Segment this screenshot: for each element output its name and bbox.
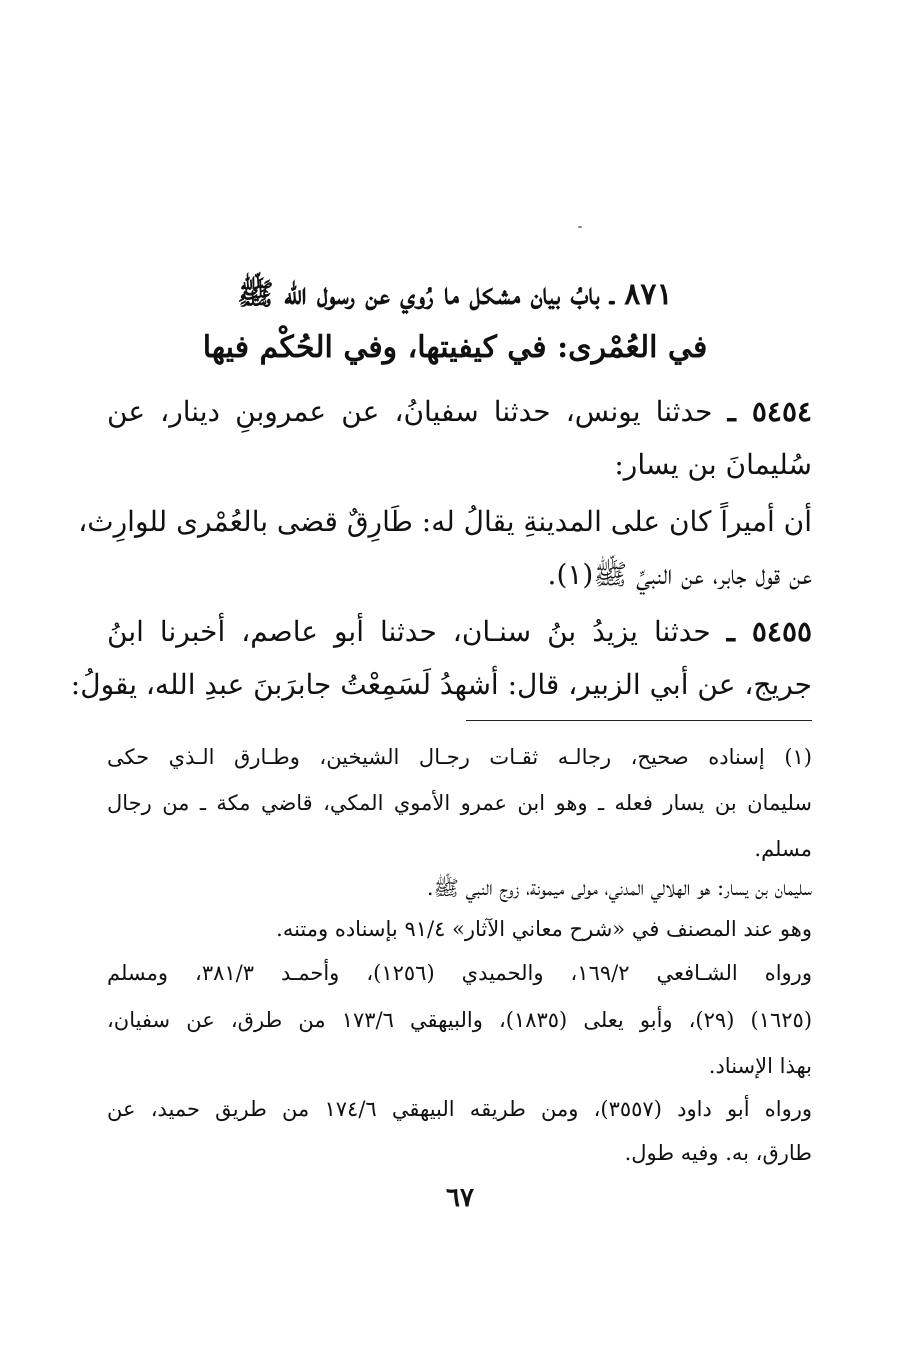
footnote-5-line-2: طارق، به. وفيه طول.: [624, 1141, 812, 1165]
chapter-heading-line-2: في العُمْرى: في كيفيتها، وفي الحُكْم فيها: [202, 330, 708, 365]
footnote-5-line-1: ورواه أبو داود (٣٥٥٧)، ومن طريقه البيهقي ١٧٤/٦ من طريق حميد، عن: [107, 1097, 812, 1121]
hadith-5454-body-line-1: أن أميراً كان على المدينةِ يقالُ له: طَارِقٌ قضى بالعُمْرى للوارِث،: [78, 505, 812, 538]
footnote-separator: [466, 720, 812, 721]
footnote-1-line-3: مسلم.: [754, 837, 812, 861]
hadith-5454-body-line-2: عن قول جابر، عن النبيِّ ﷺ(١).: [547, 558, 812, 591]
footnote-1-line-2: سليمان بن يسار فعله ـ وهو ابن عمرو الأموي المكي، قاضي مكة ـ من رجال: [107, 791, 812, 815]
page-number: ٦٧: [446, 1183, 474, 1213]
hadith-number: ٥٤٥٤ ـ: [727, 395, 813, 428]
footnote-2-line-1: سليمان بن يسار: هو الهلالي المدني، مولى ميمونة، زوج النبي ﷺ.: [426, 876, 812, 900]
footnote-4-line-3: بهذا الإسناد.: [708, 1054, 812, 1078]
footnote-3-line-1: وهو عند المصنف في «شرح معاني الآثار» ٩١/٤ بإسناده ومتنه.: [276, 917, 812, 941]
hadith-number: ٥٤٥٥ ـ: [726, 615, 813, 648]
hadith-5455-line-2: جريج، عن أبي الزبير، قال: أشهدُ لَسَمِعْتُ جابرَبنَ عبدِ الله، يقولُ:: [70, 668, 812, 701]
hadith-5455-line-1: [107, 612, 812, 652]
footnote-1-line-1: (١) إسناده صحيح، رجالـه ثقـات رجـال الشيخين، وطـارق الـذي حكى: [107, 745, 812, 769]
hadith-5454-line-1: [107, 392, 812, 432]
hadith-text: حدثنا يونس، حدثنا سفيانُ، عن عمروبنِ دينار، عن: [107, 395, 713, 428]
footnote-4-line-2: (١٦٢٥) (٢٩)، وأبو يعلى (١٨٣٥)، والبيهقي ١٧٣/٦ من طرق، عن سفيان،: [107, 1008, 813, 1032]
scan-speck: [578, 226, 582, 228]
hadith-5454-line-2: سُليمانَ بن يسار:: [614, 448, 812, 481]
footnote-4-line-1: ورواه الشـافعي ١٦٩/٢، والحميدي (١٢٥٦)، وأحمـد ٣٨١/٣، ومسلم: [107, 961, 812, 985]
chapter-heading-line-1: ٨٧١ ـ بابُ بيان مشكل ما رُوي عن رسول الله ﷺ: [237, 277, 673, 312]
hadith-text: حدثنا يزيدُ بنُ سنـان، حدثنا أبو عاصم، أخبرنا ابنُ: [107, 615, 711, 648]
